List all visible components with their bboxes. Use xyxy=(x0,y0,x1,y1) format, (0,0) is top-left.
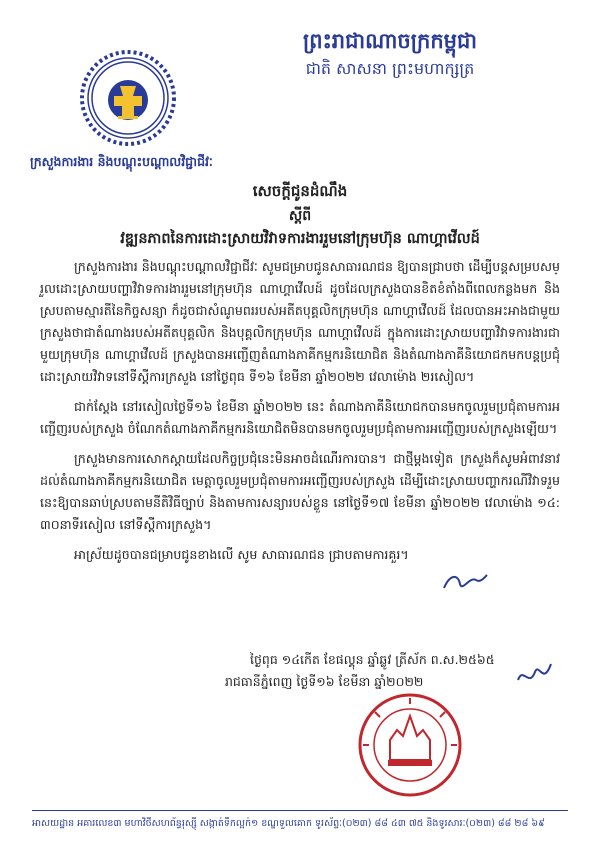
ministry-logo xyxy=(78,48,178,148)
document-subject: វឌ្ឍនភាពនៃការដោះស្រាយវិវាទការងាររួមនៅក្រុមហ៊ុន ណាហ្គាវើលដ៍ xyxy=(120,231,480,247)
signature xyxy=(515,660,555,690)
document-body xyxy=(40,256,560,574)
body-paragraph: ជាក់ស្តែង នៅរសៀលថ្ងៃទី១៦ ខែមីនា ឆ្នាំ២០២២ នេះ តំណាងភាគីនិយោជកបានមកចូលរួមប្រជុំតាមការអញ្ជើញរបស់ក្រសួង ចំណែកតំណាងភាគីកម្មករនិយោជិតមិនបានមកចូលរួមប្រជុំតាមការអញ្ជើញរបស់ក្រសួងឡើយ។ xyxy=(40,399,560,436)
body-paragraph: អាស្រ័យដូចបានជម្រាបជូនខាងលើ សូម សាធារណជន ជ្រាបតាមការគួរ។ xyxy=(74,547,409,562)
body-paragraph: ក្រសួងការងារ និងបណ្តុះបណ្តាលវិជ្ជាជីវៈ សូមជម្រាបជូនសាធារណជន ឱ្យបានជ្រាបថា ដើម្បីបន្តសម្របសម្រួលដោះស្រាយបញ្ហាវិវាទការងាររួមនៅក្រុមហ៊ុន ណាហ្គាវើលដ៍ ដូចដែលក្រសួងបានខិតខំតាំងពីពេលកន្លងមក និងស្របតាមស្មារតីនៃកិច្ចសន្យា ក៏ដូចជាសំណូមពររបស់អតីតបុគ្គលិកក្រុមហ៊ុន ណាហ្គាវើលដ៍ ដែលបានអះអាងជាមួយក្រសួងថាជាតំណាងរបស់អតីតបុគ្គលិក និងបុគ្គលិកក្រុមហ៊ុន ណាហ្គាវើលដ៍ ក្នុងការដោះស្រាយបញ្ហាវិវាទការងារជាមួយក្រុមហ៊ុន ណាហ្គាវើលដ៍ ក្រសួងបានអញ្ជើញតំណាងភាគីកម្មករនិយោជិត និងតំណាងភាគីនិយោជកមកបន្តប្រជុំដោះស្រាយវិវាទនៅទីស្តីការក្រសួង នៅថ្ងៃពុធ ទី១៦ ខែមីនា ឆ្នាំ២០២២ វេលាម៉ោង ២រសៀល។ xyxy=(40,259,560,384)
kingdom-heading: ព្រះរាជាណាចក្រកម្ពុជា xyxy=(302,28,477,53)
date-lunar: ថ្ងៃពុធ ១៤កើត ខែផល្គុន ឆ្នាំឆ្លូវ ត្រីស័ក ព.ស.២៥៦៥ xyxy=(250,652,495,667)
footer-address: អាសយដ្ឋាន អគារលេខ៣ មហាវិថីសហព័ន្ធរុស្ស៊ី សង្កាត់ទឹកល្អក់១ ខណ្ឌទួលគោក ទូរស័ព្ទៈ(០២៣) ៨៨ ៤៣ ៧៥ និងទូរសារៈ(០២៣) ៨៨ ២៨ ៦៩ xyxy=(32,818,545,829)
document-title: សេចក្តីជូនដំណឹង xyxy=(252,182,348,200)
footer-divider xyxy=(32,810,568,811)
initial-mark xyxy=(440,570,490,596)
document-subtitle-about: ស្តីពី xyxy=(288,208,312,224)
official-seal xyxy=(355,690,465,800)
date-solar: រាជធានីភ្នំពេញ ថ្ងៃទី១៦ ខែមីនា ឆ្នាំ២០២២ xyxy=(225,674,424,689)
body-paragraph: ក្រសួងមានការសោកស្តាយដែលកិច្ចប្រជុំនេះមិនអាចដំណើរការបាន។ ជាថ្មីម្តងទៀត ក្រសួងក៏សូមអំពាវនាវដល់តំណាងភាគីកម្មករនិយោជិត មេត្តាចូលរួមប្រជុំតាមការអញ្ជើញរបស់ក្រសួង ដើម្បីដោះស្រាយបញ្ហាករណីវិវាទរួមនេះឱ្យបានឆាប់ស្របតាមនីតិវិធីច្បាប់ និងតាមការសន្យារបស់ខ្លួន នៅថ្ងៃទី១៧ ខែមីនា ឆ្នាំ២០២២ វេលាម៉ោង ១៤:៣០នាទីរសៀល នៅទីស្តីការក្រសួង។ xyxy=(40,451,560,532)
national-motto: ជាតិ សាសនា ព្រះមហាក្សត្រ xyxy=(305,59,475,78)
ministry-name: ក្រសួងការងារ និងបណ្តុះបណ្តាលវិជ្ជាជីវៈ xyxy=(30,154,213,169)
